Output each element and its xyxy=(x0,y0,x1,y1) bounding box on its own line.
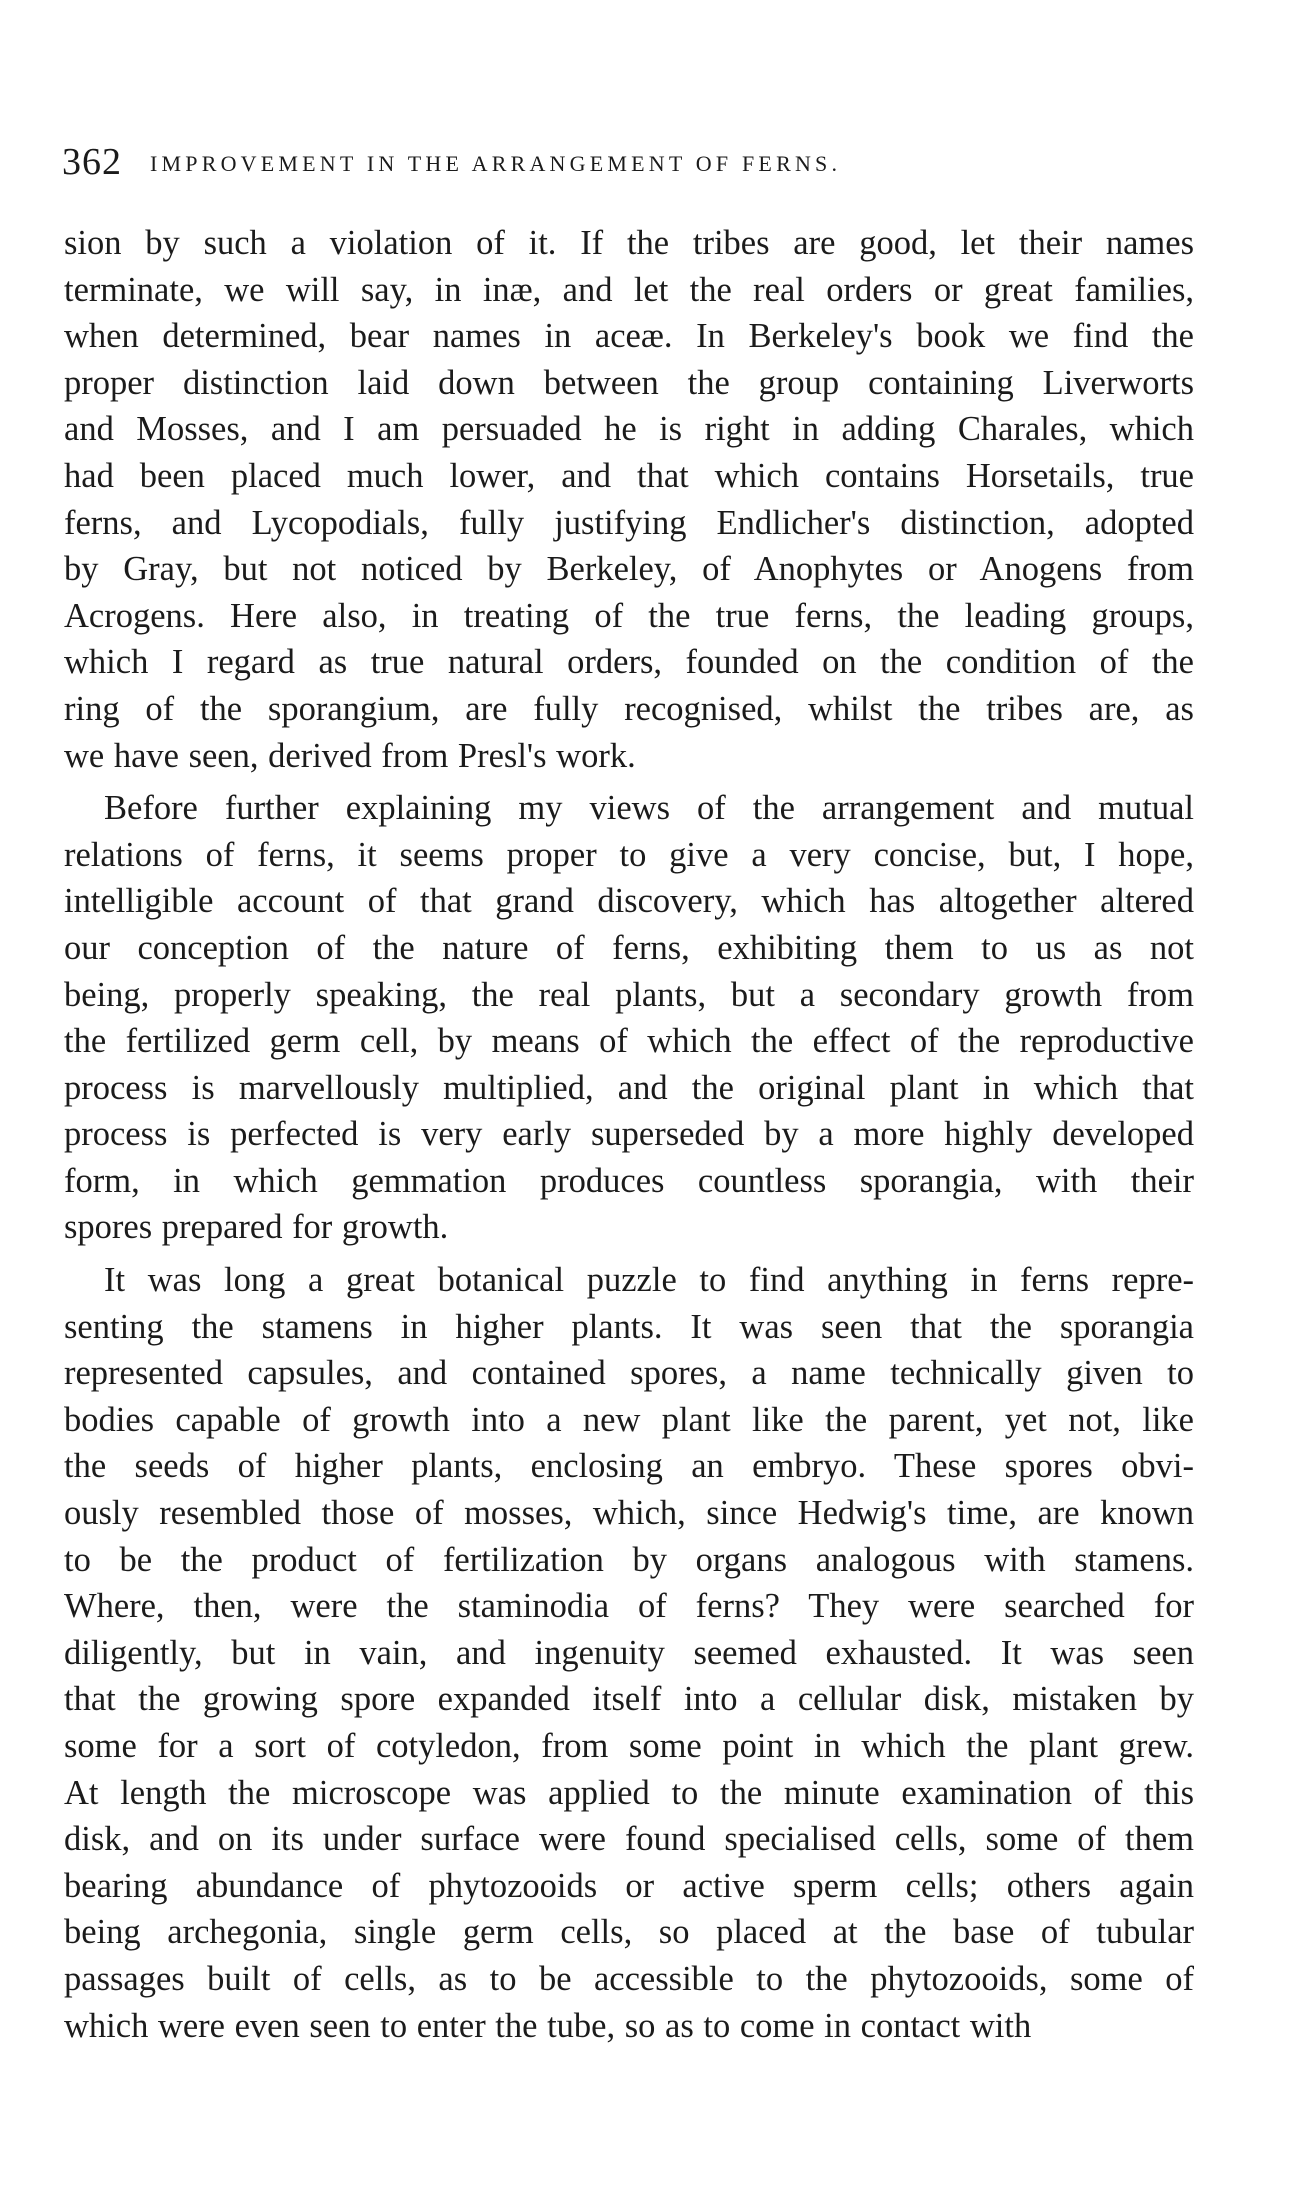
text-line: and Mosses, and I am persuaded he is right in adding Charales, which xyxy=(64,410,1194,449)
text-line: intelligible account of that grand discovery, which has altogether altered xyxy=(64,882,1194,921)
text-line: by Gray, but not noticed by Berkeley, of Anophytes or Anogens from xyxy=(64,550,1194,589)
text-line: which I regard as true natural orders, founded on the condition of the xyxy=(64,643,1194,682)
text-line: Where, then, were the staminodia of ferns? They were searched for xyxy=(64,1587,1194,1626)
body-text xyxy=(64,220,1194,2049)
text-line: terminate, we will say, in inæ, and let the real orders or great families, xyxy=(64,270,1194,309)
text-line: disk, and on its under surface were found specialised cells, some of them xyxy=(64,1820,1194,1859)
text-line: sion by such a violation of it. If the tribes are good, let their names xyxy=(64,224,1194,262)
running-title: IMPROVEMENT IN THE ARRANGEMENT OF FERNS. xyxy=(150,151,842,176)
text-line: the fertilized germ cell, by means of which the effect of the reproductive xyxy=(64,1022,1194,1061)
text-line: which were even seen to enter the tube, so as to come in contact with xyxy=(64,2006,1032,2045)
text-line: some for a sort of cotyledon, from some point in which the plant grew. xyxy=(64,1727,1194,1765)
text-line: relations of ferns, it seems proper to give a very concise, but, I hope, xyxy=(64,835,1194,874)
text-line: process is marvellously multiplied, and the original plant in which that xyxy=(64,1068,1194,1107)
text-line: that the growing spore expanded itself into a cellular disk, mistaken by xyxy=(64,1680,1194,1719)
text-line: proper distinction laid down between the group containing Liverworts xyxy=(64,363,1194,402)
text-line: our conception of the nature of ferns, exhibiting them to us as not xyxy=(64,928,1194,967)
text-line: when determined, bear names in aceæ. In Berkeley's book we find the xyxy=(64,317,1194,356)
text-line: ously resembled those of mosses, which, since Hedwig's time, are known xyxy=(64,1494,1194,1533)
running-head xyxy=(62,140,1192,184)
text-line: to be the product of fertilization by organs analogous with stamens. xyxy=(64,1540,1194,1579)
paragraph xyxy=(64,1257,1194,2049)
text-line: ring of the sporangium, are fully recognised, whilst the tribes are, as xyxy=(64,689,1194,728)
text-line: bodies capable of growth into a new plant like the parent, yet not, like xyxy=(64,1400,1194,1439)
text-line: being archegonia, single germ cells, so placed at the base of tubular xyxy=(64,1913,1194,1952)
paragraph xyxy=(64,220,1194,779)
text-line: It was long a great botanical puzzle to find anything in ferns repre- xyxy=(104,1261,1194,1300)
text-line: had been placed much lower, and that which contains Horsetails, true xyxy=(64,456,1194,495)
text-line: Before further explaining my views of the arrangement and mutual xyxy=(104,789,1194,828)
text-line: bearing abundance of phytozooids or active sperm cells; others again xyxy=(64,1866,1194,1905)
text-line: we have seen, derived from Presl's work. xyxy=(64,736,636,775)
text-line: Acrogens. Here also, in treating of the true ferns, the leading groups, xyxy=(64,596,1194,635)
text-line: ferns, and Lycopodials, fully justifying Endlicher's distinction, adopted xyxy=(64,503,1194,542)
text-line: spores prepared for growth. xyxy=(64,1208,449,1247)
text-line: being, properly speaking, the real plants, but a secondary growth from xyxy=(64,975,1194,1014)
text-line: the seeds of higher plants, enclosing an embryo. These spores obvi- xyxy=(64,1447,1194,1486)
text-line: passages built of cells, as to be accessible to the phytozooids, some of xyxy=(64,1959,1194,1998)
page-number: 362 xyxy=(62,141,122,183)
text-line: process is perfected is very early superseded by a more highly developed xyxy=(64,1115,1194,1154)
text-line: At length the microscope was applied to the minute examination of this xyxy=(64,1773,1194,1812)
text-line: diligently, but in vain, and ingenuity seemed exhausted. It was seen xyxy=(64,1633,1194,1672)
paragraph xyxy=(64,785,1194,1251)
text-line: senting the stamens in higher plants. It was seen that the sporangia xyxy=(64,1307,1194,1346)
text-line: represented capsules, and contained spores, a name technically given to xyxy=(64,1354,1194,1393)
text-line: form, in which gemmation produces countless sporangia, with their xyxy=(64,1161,1194,1200)
